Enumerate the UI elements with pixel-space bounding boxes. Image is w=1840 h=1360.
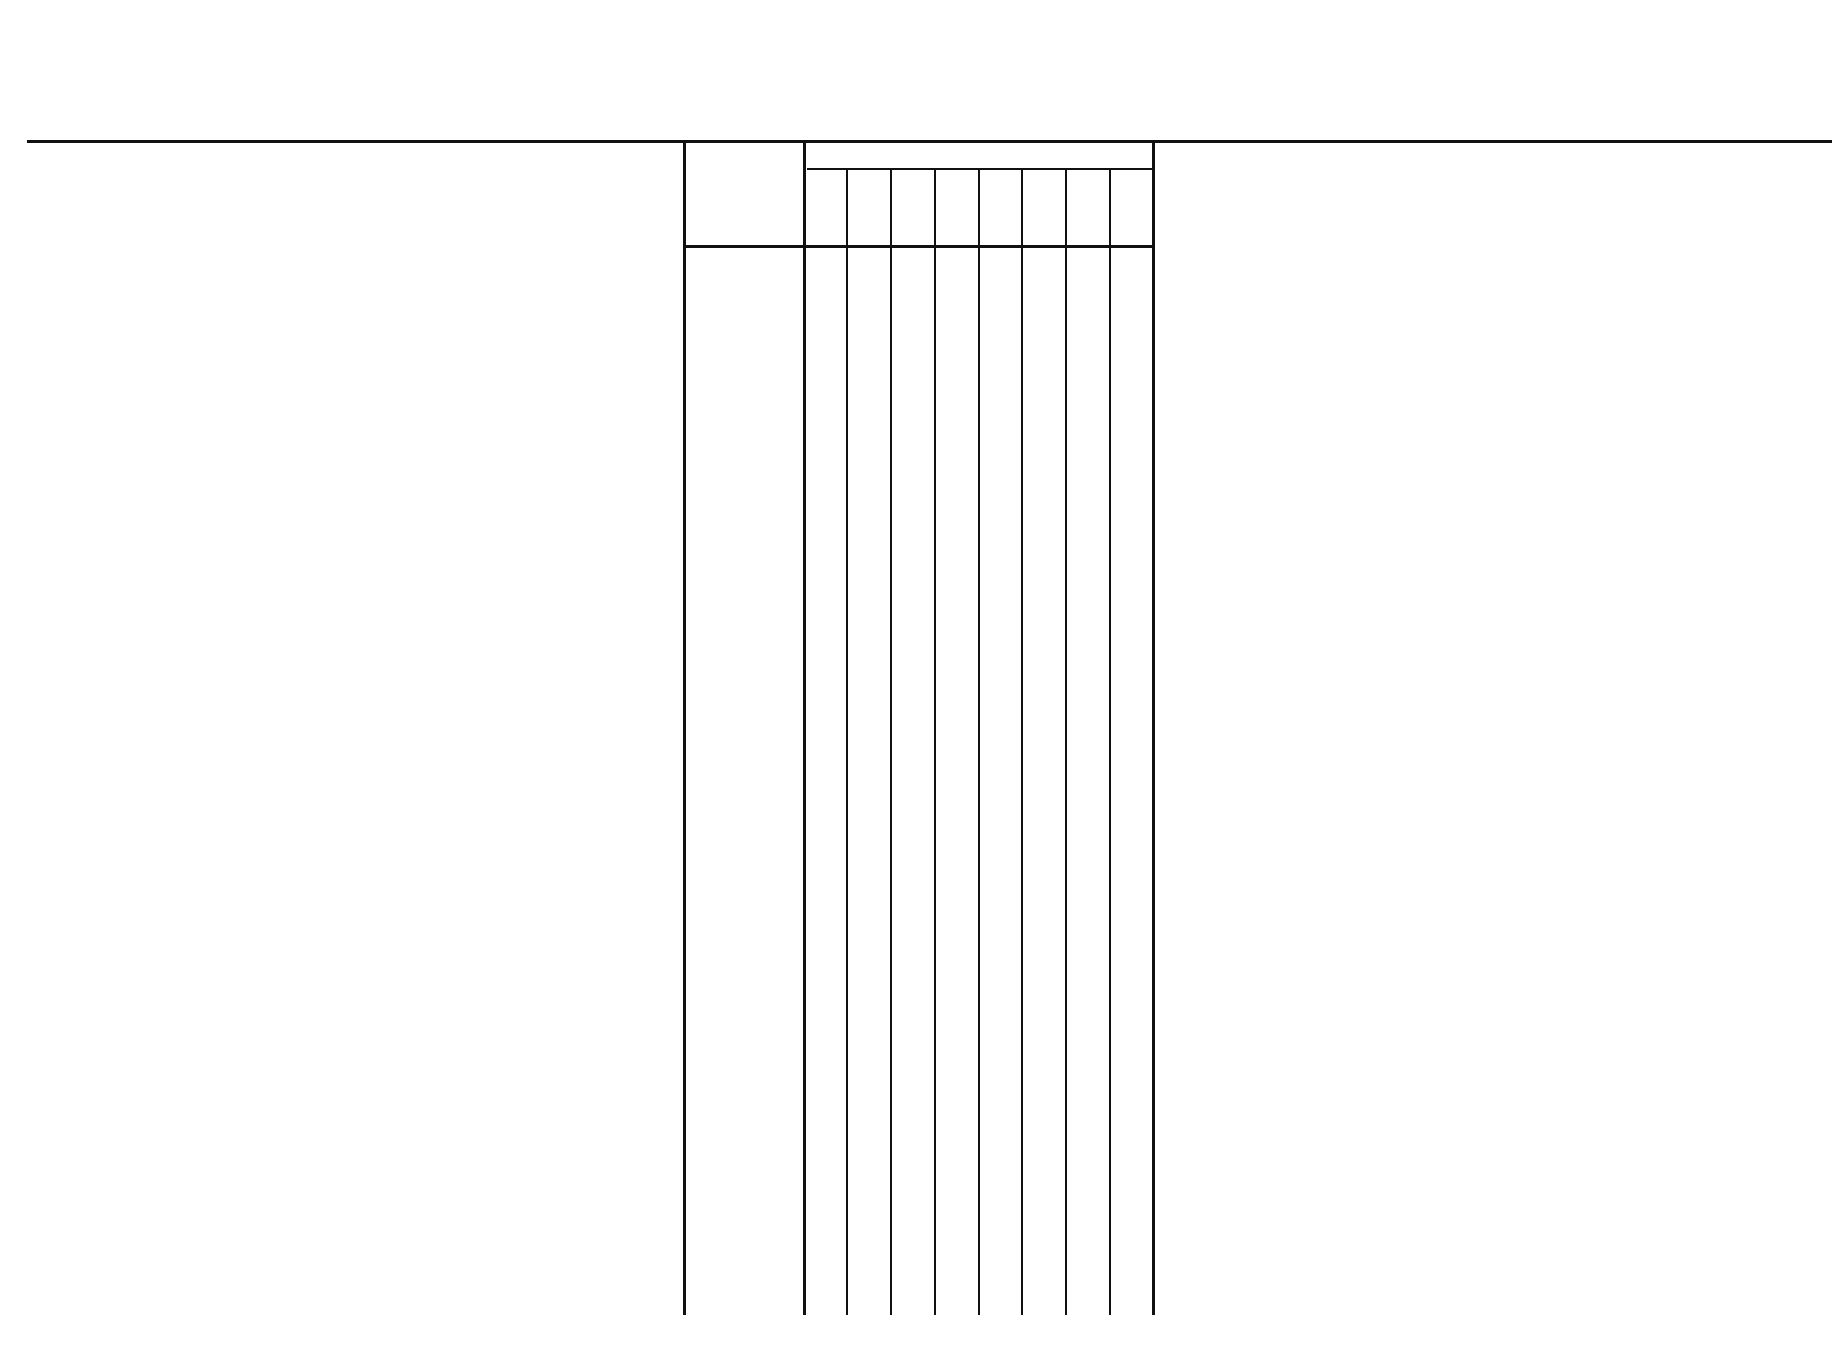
column-header-rule: [685, 245, 1155, 248]
rule-remarks-left: [1152, 140, 1155, 1315]
rule-qty-4: [978, 168, 980, 1315]
rule-partno-left: [683, 140, 686, 1315]
rule-qty-6: [1065, 168, 1067, 1315]
rule-qty-2: [890, 168, 892, 1315]
rule-qty-3: [934, 168, 936, 1315]
header-rule: [27, 140, 1832, 143]
rule-qty-left: [803, 140, 806, 1315]
rule-qty-1: [846, 168, 848, 1315]
rule-qty-7: [1109, 168, 1111, 1315]
rule-qty-5: [1021, 168, 1023, 1315]
